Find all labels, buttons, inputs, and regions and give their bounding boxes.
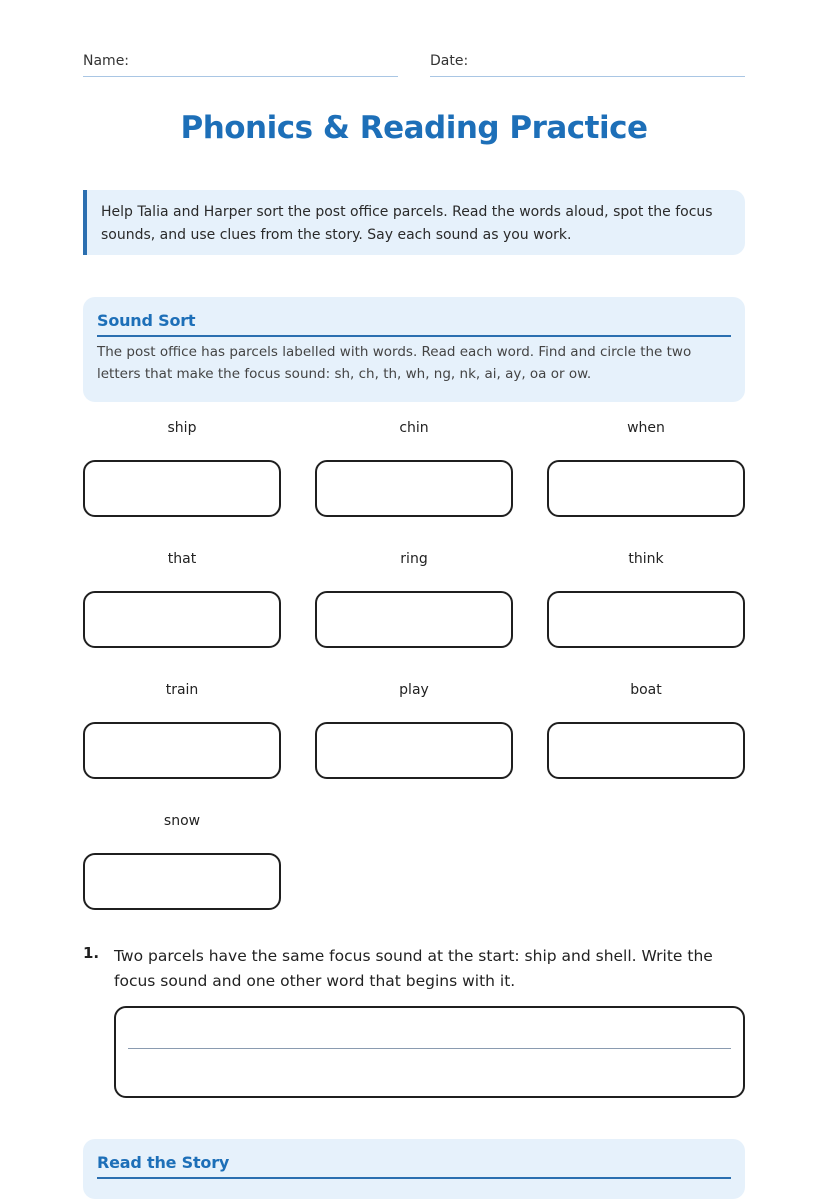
parcel-answer-box[interactable] xyxy=(83,460,281,517)
parcel-word: play xyxy=(399,682,429,698)
intro-callout: Help Talia and Harper sort the post office parcels. Read the words aloud, spot the focus sounds, and use clues from the story. Say each sound as you work. xyxy=(83,190,745,255)
question-text: Two parcels have the same focus sound at the start: ship and shell. Write the focus sound and one other word that begins with it. xyxy=(114,947,713,990)
parcel-word: train xyxy=(165,682,199,698)
name-label: Name: xyxy=(83,53,130,69)
parcel-answer-box[interactable] xyxy=(83,722,281,779)
parcel-answer-box[interactable] xyxy=(315,722,513,779)
read-story-section xyxy=(83,1139,745,1199)
name-field[interactable] xyxy=(83,52,398,77)
parcel-answer-box[interactable] xyxy=(547,722,745,779)
parcel-answer-box[interactable] xyxy=(315,460,513,517)
page-title: Phonics & Reading Practice xyxy=(180,110,648,146)
question-number: 1. xyxy=(83,944,100,962)
date-label: Date: xyxy=(430,53,469,69)
read-story-title: Read the Story xyxy=(97,1153,731,1179)
header-fields xyxy=(83,52,745,78)
answer-line xyxy=(128,1048,731,1049)
sound-sort-title: Sound Sort xyxy=(97,311,731,337)
parcel-word: ring xyxy=(400,551,428,567)
parcel-answer-box[interactable] xyxy=(547,460,745,517)
parcel-word: chin xyxy=(399,420,429,436)
parcel-answer-box[interactable] xyxy=(547,591,745,648)
parcel-answer-box[interactable] xyxy=(315,591,513,648)
answer-box[interactable] xyxy=(114,1006,745,1098)
parcel-word: boat xyxy=(630,682,662,698)
parcel-word: ship xyxy=(167,420,197,436)
sound-sort-section xyxy=(83,297,745,402)
parcel-word: when xyxy=(627,420,665,436)
sound-sort-description: The post office has parcels labelled with words. Read each word. Find and circle the two letters that make the focus sound: sh, ch, th, wh, ng, nk, ai, ay, oa or ow. xyxy=(97,344,692,382)
parcel-word: snow xyxy=(163,813,201,829)
date-field[interactable] xyxy=(430,52,745,77)
parcel-answer-box[interactable] xyxy=(83,853,281,910)
parcel-word: think xyxy=(628,551,664,567)
parcel-word: that xyxy=(167,551,197,567)
parcel-answer-box[interactable] xyxy=(83,591,281,648)
